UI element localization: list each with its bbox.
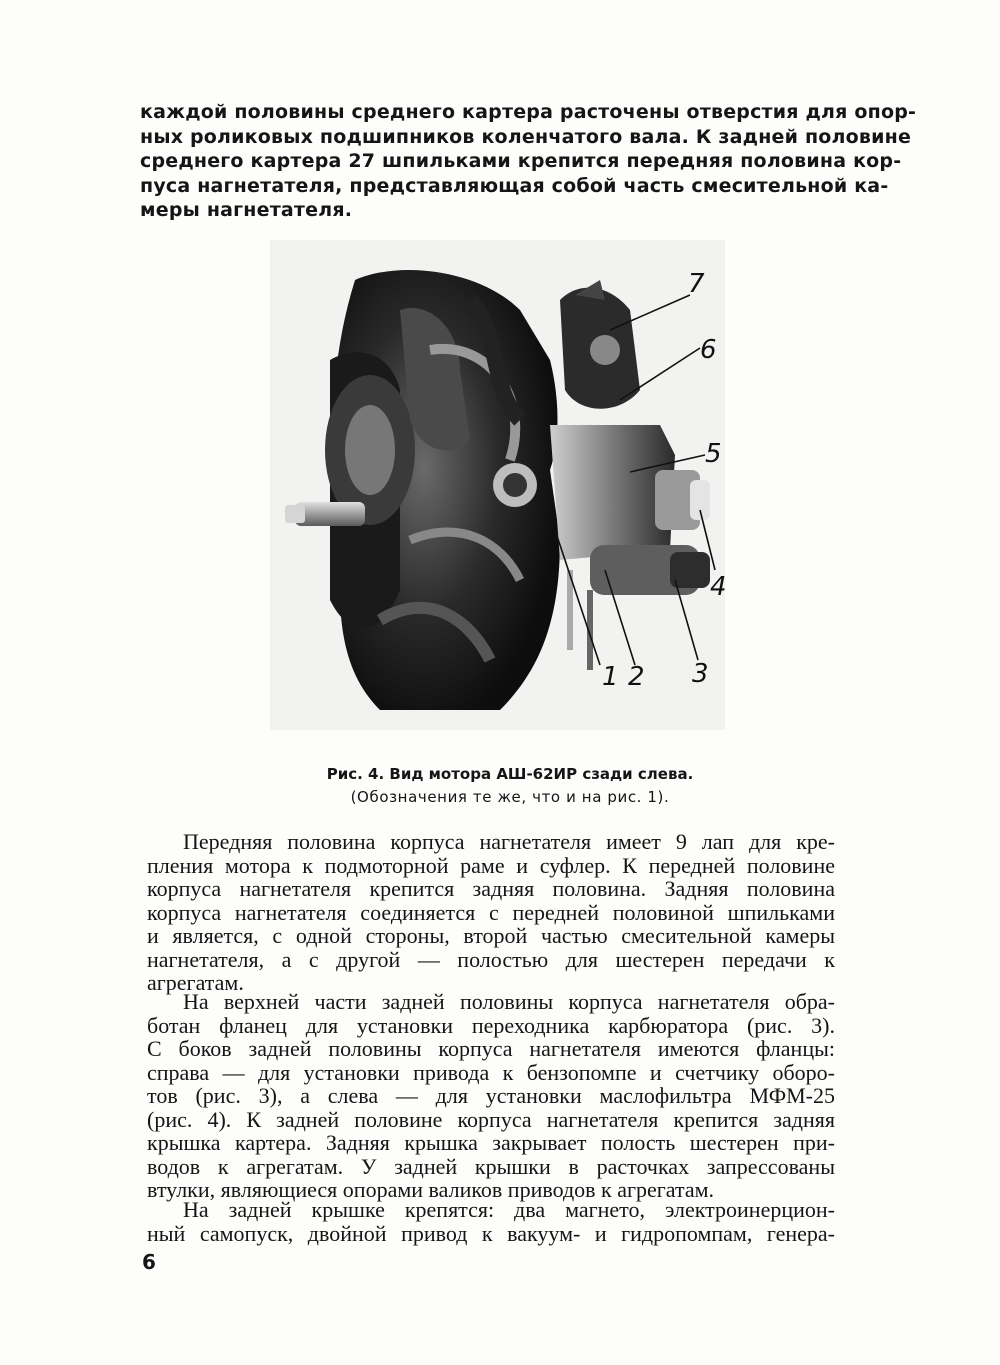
callout-3: 3	[692, 659, 709, 689]
callout-2: 2	[628, 662, 645, 692]
callout-5: 5	[705, 439, 722, 469]
body-paragraph-3	[147, 1198, 835, 1245]
text-line: Передняя половина корпуса нагнетателя имеет 9 лап для кре-	[183, 829, 835, 854]
engine-figure	[260, 240, 730, 730]
text-line: и является, с одной стороны, второй частью смесительной камеры	[147, 923, 835, 948]
body-paragraph-2	[147, 990, 835, 1202]
figure-caption-title: Рис. 4. Вид мотора АШ-62ИР сзади слева.	[326, 765, 694, 783]
text-line: На задней крышке крепятся: два магнето, электроинерцион-	[183, 1197, 835, 1222]
text-line: справа — для установки привода к бензопомпе и счетчику оборо-	[147, 1059, 835, 1085]
text-line: пления мотора к подмоторной раме и суфлер. К передней половине	[147, 852, 835, 878]
text-line: крышка картера. Задняя крышка закрывает полость шестерен при-	[147, 1130, 835, 1155]
callout-6: 6	[700, 335, 717, 365]
text-line: среднего картера 27 шпильками крепится передняя половина кор-	[140, 150, 902, 172]
text-line: ных роликовых подшипников коленчатого вала. К задней половине	[140, 125, 912, 148]
text-line: ный самопуск, двойной привод к вакуум- и гидропомпам, генера-	[147, 1220, 835, 1246]
text-line: корпуса нагнетателя соединяется с передней половиной шпильками	[147, 899, 835, 925]
callout-4: 4	[710, 572, 727, 602]
text-line: ботан фланец для установки переходника карбюратора (рис. 3).	[147, 1012, 835, 1038]
text-line: пуса нагнетателя, представляющая собой часть смесительной ка-	[140, 174, 889, 197]
text-line: водов к агрегатам. У задней крышки в расточках запрессованы	[147, 1153, 835, 1179]
text-line: (рис. 4). К задней половине корпуса нагнетателя крепится задняя	[147, 1106, 835, 1132]
figure-caption-note: (Обозначения те же, что и на рис. 1).	[350, 788, 670, 806]
text-line: С боков задней половины корпуса нагнетателя имеются фланцы:	[147, 1036, 835, 1061]
intro-paragraph	[140, 100, 917, 223]
text-line: нагнетателя, а с другой — полостью для шестерен передачи к	[147, 946, 835, 972]
text-line: тов (рис. 3), а слева — для установки маслофильтра МФМ-25	[147, 1083, 835, 1108]
text-line: На верхней части задней половины корпуса нагнетателя обра-	[183, 989, 835, 1014]
body-paragraph-1	[147, 830, 835, 995]
callout-7: 7	[688, 269, 705, 299]
text-line: меры нагнетателя.	[140, 199, 353, 221]
page-number: 6	[142, 1250, 156, 1274]
text-line: агрегатам.	[147, 970, 244, 995]
callout-1: 1	[602, 662, 619, 692]
text-line: каждой половины среднего картера расточены отверстия для опор-	[140, 101, 917, 123]
text-line: втулки, являющиеся опорами валиков приводов к агрегатам.	[147, 1177, 715, 1202]
text-line: корпуса нагнетателя крепится задняя половина. Задняя половина	[147, 876, 835, 901]
